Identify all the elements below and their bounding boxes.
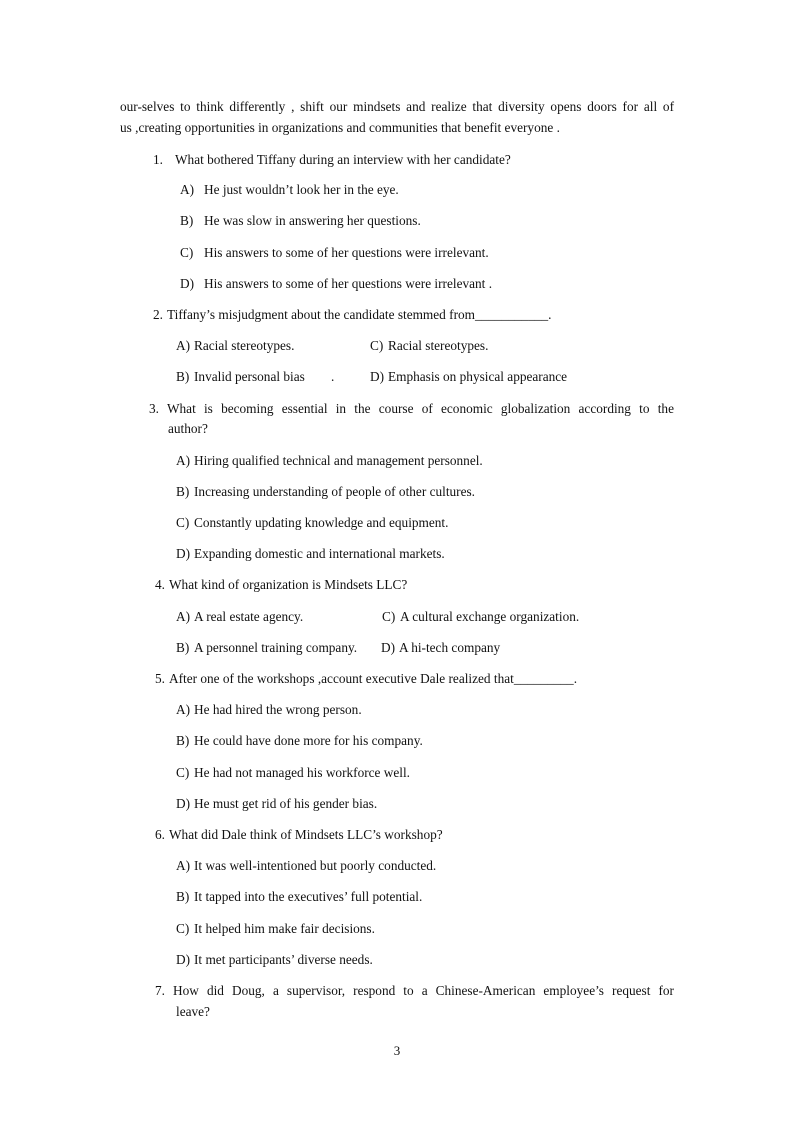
option-q2-c: C) Racial stereotypes. [370,338,489,353]
question-number: 3. [149,401,159,416]
question-number: 7. [155,983,165,998]
question-3 [149,401,674,417]
option-q6-c: C) It helped him make fair decisions. [176,921,375,936]
option-q1-d: D) His answers to some of her questions were irrelevant . [180,276,493,291]
option-q3-a: A) Hiring qualified technical and management personnel. [176,453,483,468]
answer-blank: ___________ [475,307,549,322]
option-q6-d: D) It met participants’ diverse needs. [176,952,373,967]
option-q1-c: C) His answers to some of her questions were irrelevant. [180,245,489,260]
option-q3-c: C) Constantly updating knowledge and equipment. [176,515,449,530]
question-text: What is becoming essential in the course of economic globalization according to the [166,401,674,416]
question-2: 2. Tiffany’s misjudgment about the candidate stemmed from___________. [153,307,552,322]
option-q4-d: D) A hi-tech company [381,640,501,655]
question-5: 5. After one of the workshops ,account executive Dale realized that_________. [155,671,578,686]
option-q2-d: D) Emphasis on physical appearance [370,369,568,384]
question-text: Tiffany’s misjudgment about the candidate stemmed from [167,307,475,322]
question-text: What kind of organization is Mindsets LLC? [169,577,408,592]
option-q2-a: A) Racial stereotypes. [176,338,295,353]
option-q5-d: D) He must get rid of his gender bias. [176,796,378,811]
question-4 [155,577,407,593]
option-q1-b: B) He was slow in answering her questions. [180,213,421,228]
question-1 [153,152,511,168]
option-q5-b: B) He could have done more for his company. [176,733,423,748]
intro-line-1: our-selves to think differently , shift our mindsets and realize that diversity opens doors for all of [120,99,674,114]
option-q6-b: B) It tapped into the executives’ full potential. [176,889,423,904]
option-q6-a: A) It was well-intentioned but poorly conducted. [176,858,437,873]
option-q5-c: C) He had not managed his workforce well. [176,765,411,780]
option-q3-d: D) Expanding domestic and international markets. [176,546,445,561]
answer-blank: _________ [513,671,574,686]
question-text: What bothered Tiffany during an interview with her candidate? [175,152,511,167]
question-text: How did Doug, a supervisor, respond to a Chinese-American employee’s request for [173,983,674,998]
option-q4-a: A) A real estate agency. [176,609,304,624]
question-text: What did Dale think of Mindsets LLC’s workshop? [169,827,443,842]
question-6 [155,827,443,843]
intro-line-2: us ,creating opportunities in organizations and communities that benefit everyone . [120,120,560,135]
option-q4-c: C) A cultural exchange organization. [382,609,580,624]
option-q2-b: B) Invalid personal bias [176,369,305,384]
question-3-cont: author? [168,421,208,436]
option-q5-a: A) He had hired the wrong person. [176,702,362,717]
question-number: 5. [155,671,165,686]
question-7-cont: leave? [176,1004,210,1019]
question-number: 2. [153,307,163,322]
page-number: 3 [393,1043,401,1058]
question-text: After one of the workshops ,account executive Dale realized that [169,671,514,686]
option-q1-a: A) He just wouldn’t look her in the eye. [180,182,399,197]
option-q4-b: B) A personnel training company. [176,640,358,655]
stray-dot: . [331,369,335,384]
question-number: 6. [155,827,165,842]
question-number: 4. [155,577,165,592]
question-number: 1. [153,152,163,167]
question-7 [155,983,674,999]
option-q3-b: B) Increasing understanding of people of other cultures. [176,484,475,499]
